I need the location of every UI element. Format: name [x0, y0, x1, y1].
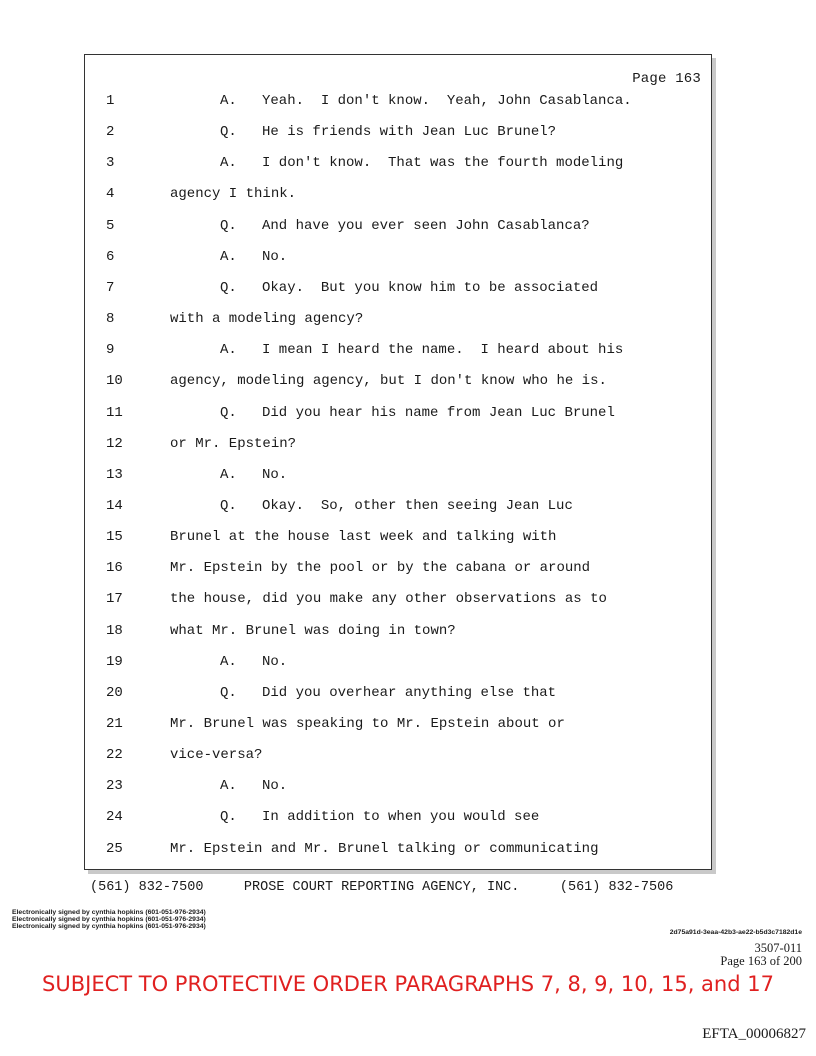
line-text: agency I think. [170, 186, 297, 203]
line-text: A. No. [220, 466, 288, 483]
line-number: 9 [106, 342, 115, 359]
signature-line: Electronically signed by cynthia hopkins (601-051-976-2934) [12, 916, 206, 923]
electronic-signatures [12, 909, 206, 930]
line-text: Q. Okay. So, other then seeing Jean Luc [220, 497, 573, 514]
line-number: 19 [106, 653, 123, 670]
line-number: 20 [106, 684, 123, 701]
transcript-line [85, 776, 711, 796]
line-number: 11 [106, 404, 123, 421]
transcript-page [84, 54, 712, 870]
line-text: Q. He is friends with Jean Luc Brunel? [220, 124, 557, 141]
line-number: 15 [106, 529, 123, 546]
line-number: 21 [106, 716, 123, 732]
line-number: 8 [106, 311, 115, 328]
line-text: A. No. [220, 653, 288, 670]
bates-number: EFTA_00006827 [702, 1026, 806, 1042]
line-number: 18 [106, 622, 123, 639]
transcript-line [85, 807, 711, 827]
transcript-line [85, 496, 711, 516]
court-reporter-footer: (561) 832-7500 PROSE COURT REPORTING AGENCY, INC. (561) 832-7506 [90, 880, 674, 895]
line-number: 10 [106, 373, 123, 390]
line-text: or Mr. Epstein? [170, 435, 297, 452]
transcript-line [85, 589, 711, 609]
transcript-line [85, 247, 711, 267]
transcript-line [85, 714, 711, 734]
line-number: 17 [106, 591, 123, 608]
line-text: the house, did you make any other observations as to [170, 591, 607, 608]
line-number: 7 [106, 279, 115, 296]
transcript-line [85, 839, 711, 859]
line-text: Q. In addition to when you would see [220, 809, 540, 826]
line-number: 23 [106, 778, 123, 795]
line-number: 13 [106, 466, 123, 483]
transcript-line [85, 153, 711, 173]
line-number: 16 [106, 560, 123, 577]
transcript-line [85, 434, 711, 454]
doc-ref: 3507-011 [754, 941, 802, 955]
transcript-line [85, 91, 711, 111]
line-number: 25 [106, 840, 123, 857]
signature-line: Electronically signed by cynthia hopkins (601-051-976-2934) [12, 909, 206, 916]
protective-order-notice: SUBJECT TO PROTECTIVE ORDER PARAGRAPHS 7, 8, 9, 10, 15, and 17 [42, 972, 774, 996]
page-label: Page 163 [632, 71, 701, 87]
transcript-line [85, 278, 711, 298]
transcript-line [85, 745, 711, 765]
transcript-line [85, 621, 711, 641]
line-text: A. I don't know. That was the fourth modeling [220, 155, 624, 172]
line-text: Mr. Epstein and Mr. Brunel talking or communicating [170, 840, 599, 857]
line-text: vice-versa? [170, 747, 263, 764]
line-text: A. Yeah. I don't know. Yeah, John Casablanca. [220, 93, 632, 109]
line-text: Q. Okay. But you know him to be associated [220, 279, 599, 296]
line-text: Brunel at the house last week and talking with [170, 529, 557, 546]
line-number: 4 [106, 186, 115, 203]
document-hash: 2d75a91d-3eaa-42b3-ae22-b5d3c7182d1e [669, 929, 802, 936]
transcript-line [85, 558, 711, 578]
transcript-line [85, 652, 711, 672]
line-text: Q. Did you overhear anything else that [220, 684, 557, 701]
transcript-line [85, 403, 711, 423]
transcript-line [85, 184, 711, 204]
line-number: 22 [106, 747, 123, 764]
signature-line: Electronically signed by cynthia hopkins (601-051-976-2934) [12, 923, 206, 930]
document-reference [720, 942, 802, 968]
line-number: 2 [106, 124, 115, 141]
transcript-line [85, 465, 711, 485]
transcript-line [85, 527, 711, 547]
transcript-line [85, 340, 711, 360]
line-number: 1 [106, 93, 115, 109]
line-text: A. No. [220, 778, 288, 795]
line-text: Q. And have you ever seen John Casablanca? [220, 217, 590, 234]
line-text: Mr. Brunel was speaking to Mr. Epstein about or [170, 716, 565, 732]
line-number: 6 [106, 248, 115, 265]
line-text: what Mr. Brunel was doing in town? [170, 622, 456, 639]
transcript-line [85, 371, 711, 391]
line-text: Mr. Epstein by the pool or by the cabana or around [170, 560, 591, 577]
page-of: Page 163 of 200 [720, 954, 802, 968]
transcript-line [85, 309, 711, 329]
line-text: A. I mean I heard the name. I heard about his [220, 342, 624, 359]
line-number: 5 [106, 217, 115, 234]
transcript-line [85, 216, 711, 236]
transcript-line [85, 122, 711, 142]
line-number: 24 [106, 809, 123, 826]
line-text: with a modeling agency? [170, 311, 364, 328]
line-number: 3 [106, 155, 115, 172]
line-number: 14 [106, 497, 123, 514]
transcript-line [85, 683, 711, 703]
line-text: A. No. [220, 248, 288, 265]
line-text: agency, modeling agency, but I don't know who he is. [170, 373, 607, 390]
line-number: 12 [106, 435, 123, 452]
line-text: Q. Did you hear his name from Jean Luc Brunel [220, 404, 615, 421]
